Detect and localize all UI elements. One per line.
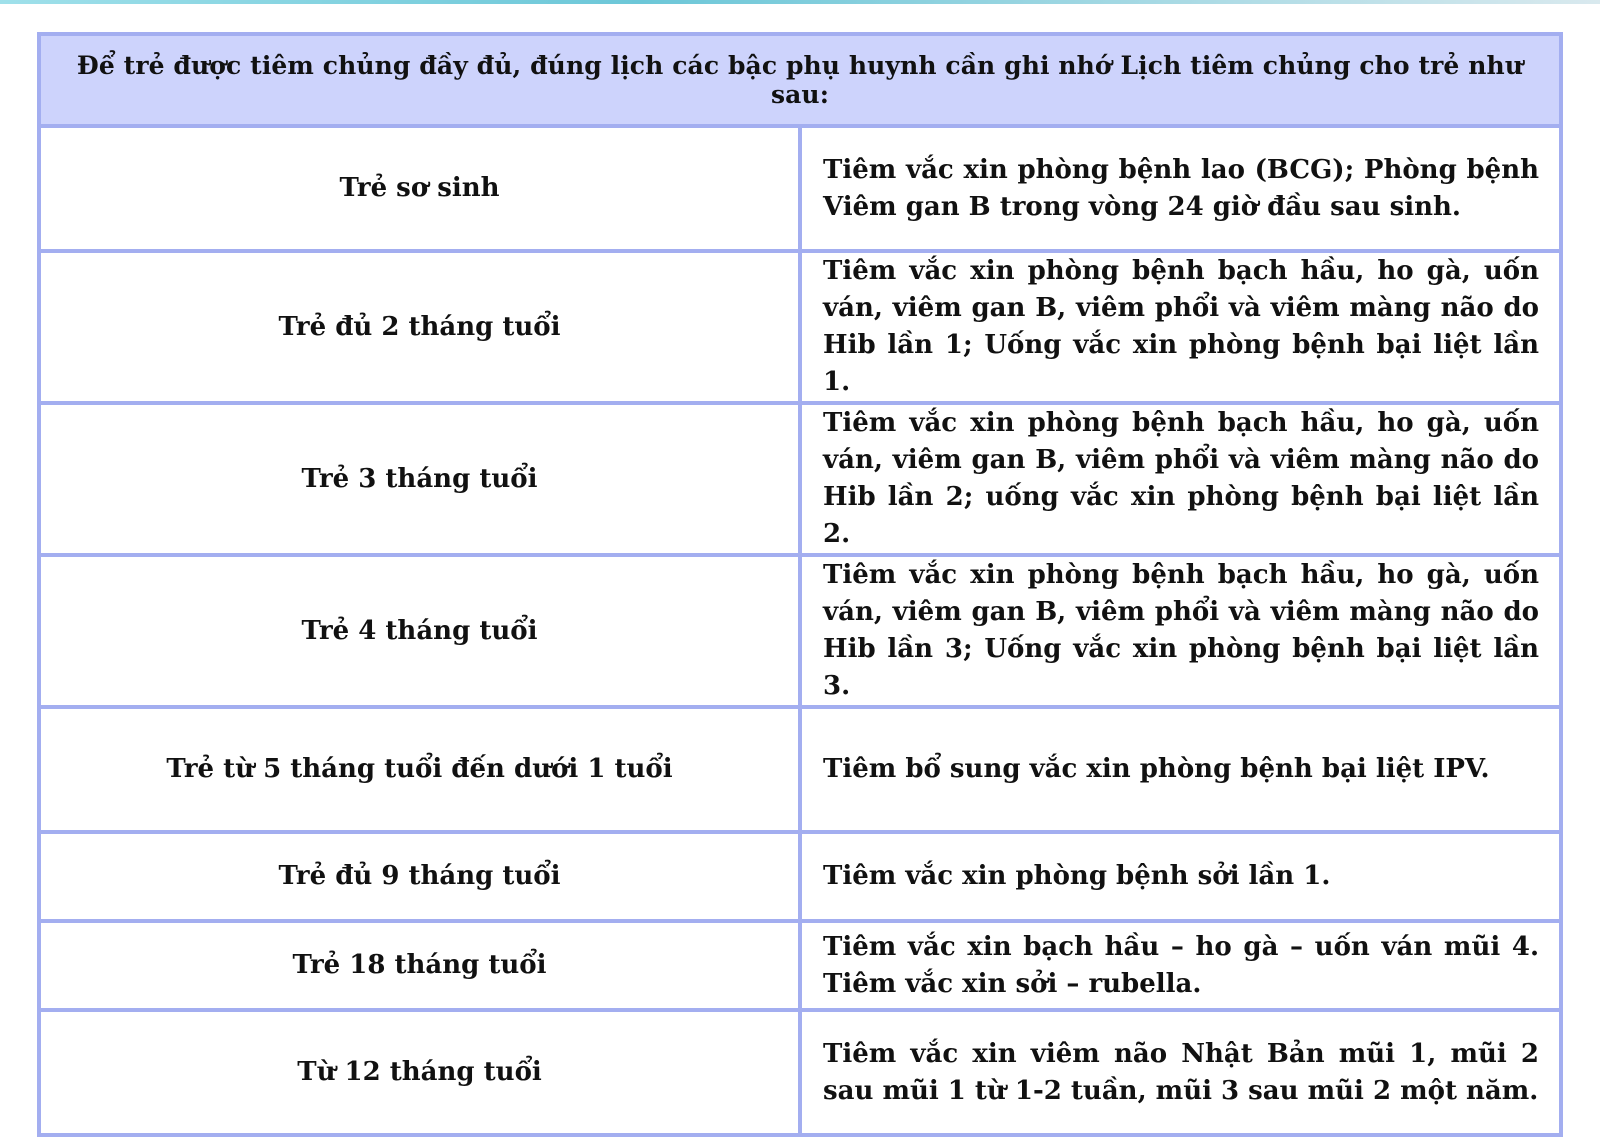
table-row — [39, 1010, 1561, 1135]
age-cell: Trẻ từ 5 tháng tuổi đến dưới 1 tuổi — [39, 707, 800, 832]
age-cell: Trẻ 18 tháng tuổi — [39, 921, 800, 1010]
description-cell: Tiêm vắc xin phòng bệnh bạch hầu, ho gà, uốn ván, viêm gan B, viêm phổi và viêm màng não do Hib lần 1; Uống vắc xin phòng bệnh bại liệt lần 1. — [800, 251, 1561, 403]
age-cell: Trẻ đủ 2 tháng tuổi — [39, 251, 800, 403]
table-row — [39, 555, 1561, 707]
age-cell: Từ 12 tháng tuổi — [39, 1010, 800, 1135]
age-cell: Trẻ 3 tháng tuổi — [39, 403, 800, 555]
age-cell: Trẻ sơ sinh — [39, 126, 800, 251]
age-cell: Trẻ đủ 9 tháng tuổi — [39, 832, 800, 921]
table-row — [39, 126, 1561, 251]
table-row — [39, 403, 1561, 555]
description-cell: Tiêm vắc xin phòng bệnh bạch hầu, ho gà, uốn ván, viêm gan B, viêm phổi và viêm màng não do Hib lần 3; Uống vắc xin phòng bệnh bại liệt lần 3. — [800, 555, 1561, 707]
description-cell: Tiêm vắc xin phòng bệnh lao (BCG); Phòng bệnh Viêm gan B trong vòng 24 giờ đầu sau sinh. — [800, 126, 1561, 251]
table-header-row — [39, 34, 1561, 126]
description-cell: Tiêm vắc xin phòng bệnh bạch hầu, ho gà, uốn ván, viêm gan B, viêm phổi và viêm màng não do Hib lần 2; uống vắc xin phòng bệnh bại liệt lần 2. — [800, 403, 1561, 555]
description-cell: Tiêm vắc xin bạch hầu – ho gà – uốn ván mũi 4. Tiêm vắc xin sởi – rubella. — [800, 921, 1561, 1010]
description-cell: Tiêm vắc xin viêm não Nhật Bản mũi 1, mũi 2 sau mũi 1 từ 1-2 tuần, mũi 3 sau mũi 2 một năm. — [800, 1010, 1561, 1135]
description-cell: Tiêm bổ sung vắc xin phòng bệnh bại liệt IPV. — [800, 707, 1561, 832]
top-accent-strip — [0, 0, 1600, 4]
table-row — [39, 707, 1561, 832]
age-cell: Trẻ 4 tháng tuổi — [39, 555, 800, 707]
table-header-cell: Để trẻ được tiêm chủng đầy đủ, đúng lịch các bậc phụ huynh cần ghi nhớ Lịch tiêm chủng cho trẻ như sau: — [39, 34, 1561, 126]
table-row — [39, 832, 1561, 921]
table-row — [39, 921, 1561, 1010]
description-cell: Tiêm vắc xin phòng bệnh sởi lần 1. — [800, 832, 1561, 921]
vaccination-schedule-table — [37, 32, 1563, 1137]
table-row — [39, 251, 1561, 403]
